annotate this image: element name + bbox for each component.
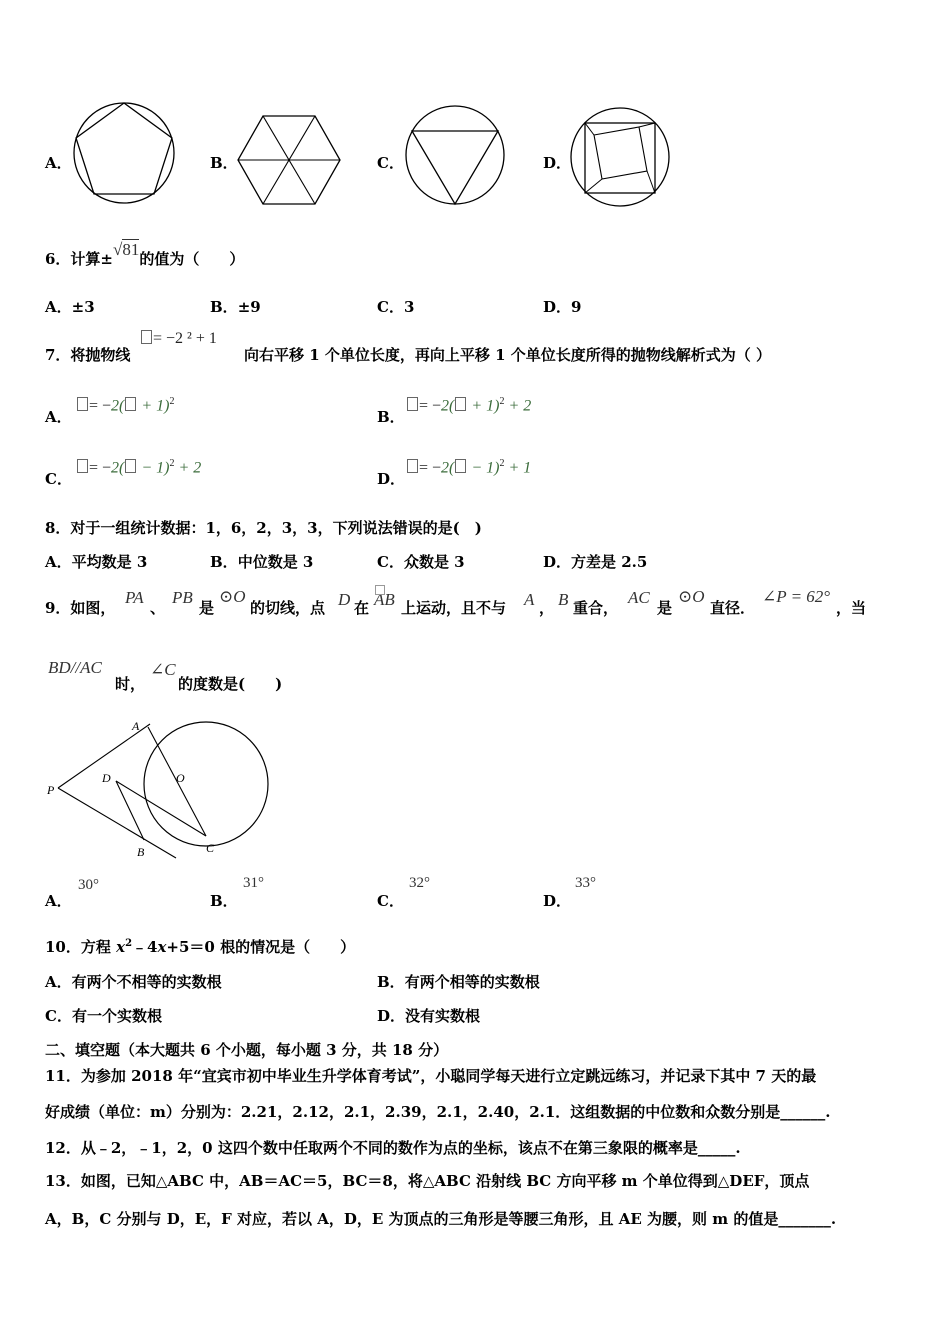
q9-comma: ， bbox=[539, 599, 555, 617]
section-2-title: 二、填空题（本大题共 6 个小题，每小题 3 分，共 18 分） bbox=[45, 1041, 449, 1059]
question-8: 8．对于一组统计数据：1，6，2，3，3，下列说法错误的是( ) bbox=[45, 519, 482, 537]
q7a-body: 2( bbox=[111, 397, 125, 415]
q7c-lhs: = − bbox=[89, 459, 112, 477]
q10-option-d-letter: D． bbox=[377, 1007, 406, 1025]
q10-prefix: 10．方程 bbox=[45, 938, 117, 956]
q9-bd-parallel-ac: BD//AC bbox=[48, 658, 102, 677]
q10-option-c-text: 有一个实数根 bbox=[71, 1007, 162, 1025]
q9-angle-c: ∠C bbox=[150, 660, 176, 679]
q9-fig-label-c: C bbox=[206, 841, 215, 855]
q6-option-a bbox=[45, 296, 95, 317]
q7b-lhs: = − bbox=[419, 397, 442, 415]
q7-option-c-letter: C． bbox=[45, 470, 72, 488]
q5-option-a-letter: A． bbox=[45, 154, 72, 172]
q7-option-b-formula bbox=[406, 396, 531, 415]
q9-point-b: B bbox=[558, 590, 569, 609]
q9-when2: 时， bbox=[115, 675, 146, 693]
q7b-body: 2( bbox=[441, 397, 455, 415]
q6-option-b bbox=[210, 296, 261, 317]
q10-x2: x bbox=[157, 938, 167, 956]
q7b-x-glyph bbox=[455, 397, 466, 411]
q7a-y-glyph bbox=[77, 397, 88, 411]
q10-exponent: 2 bbox=[125, 938, 133, 949]
q7-option-d-formula bbox=[406, 458, 531, 477]
q10-option-b bbox=[377, 971, 540, 992]
q7a-x-glyph bbox=[125, 397, 136, 411]
q7d-mid: − 1) bbox=[467, 459, 500, 477]
question-13-line2: A，B，C 分别与 D，E，F 对应，若以 A，D，E 为顶点的三角形是等腰三角形，且 AE 为腰，则 m 的值是_______. bbox=[45, 1210, 837, 1228]
q7c-x-glyph bbox=[125, 459, 136, 473]
q7c-exponent: 2 bbox=[169, 458, 175, 469]
q9-circle-o2: ⊙O bbox=[678, 587, 705, 606]
q7-given-formula bbox=[140, 330, 217, 348]
q9-option-d-letter: D． bbox=[543, 892, 572, 910]
q9-pa: PA bbox=[125, 588, 144, 607]
q9-pb: PB bbox=[172, 588, 193, 607]
q8-option-d-letter: D． bbox=[543, 553, 572, 571]
q8-option-c-letter: C． bbox=[377, 553, 404, 571]
q6-suffix: 的值为（ ） bbox=[139, 250, 245, 268]
question-13-line1: 13．如图，已知△ABC 中，AB＝AC＝5，BC＝8，将△ABC 沿射线 BC 方向平移 m 个单位得到△DEF，顶点 bbox=[45, 1172, 810, 1190]
q7-given-text: = −2 ² + 1 bbox=[153, 330, 217, 347]
q10-option-c bbox=[45, 1005, 162, 1026]
q7a-lhs: = − bbox=[89, 397, 112, 415]
q9-fig-label-d: D bbox=[102, 771, 111, 785]
q7-placeholder-glyph bbox=[141, 330, 152, 344]
q7a-exponent: 2 bbox=[169, 396, 175, 407]
q7-prefix: 7．将抛物线 bbox=[45, 346, 131, 364]
q9-fig-label-o: O bbox=[176, 771, 185, 785]
q7d-tail: + 1 bbox=[504, 459, 532, 477]
q5-figure-d-squares bbox=[569, 107, 671, 209]
q7a-mid: + 1) bbox=[137, 397, 170, 415]
q7c-y-glyph bbox=[77, 459, 88, 473]
q9-arc-ab bbox=[374, 590, 395, 610]
q7d-body: 2( bbox=[441, 459, 455, 477]
q10-option-d bbox=[377, 1005, 480, 1026]
q7c-body: 2( bbox=[111, 459, 125, 477]
q9-point-d: D bbox=[338, 590, 351, 609]
q10-option-a-letter: A． bbox=[45, 973, 72, 991]
q7-suffix: 向右平移 1 个单位长度，再向上平移 1 个单位长度所得的抛物线解析式为（ ） bbox=[244, 346, 771, 364]
q9-is: 是 bbox=[199, 599, 215, 617]
q6-option-a-letter: A． bbox=[45, 298, 72, 316]
question-11-line1: 11．为参加 2018 年“宜宾市初中毕业生升学体育考试”，小聪同学每天进行立定跳远练习，并记录下其中 7 天的最 bbox=[45, 1067, 817, 1085]
q8-option-b-letter: B． bbox=[210, 553, 238, 571]
q10-minus4: ﹣4 bbox=[132, 938, 158, 956]
q9-option-a-letter: A． bbox=[45, 892, 72, 910]
q10-option-c-letter: C． bbox=[45, 1007, 72, 1025]
question-12: 12．从﹣2，﹣1，2，0 这四个数中任取两个不同的数作为点的坐标，该点不在第三象限的概率是_____. bbox=[45, 1139, 741, 1157]
q9-circle-o: ⊙O bbox=[219, 587, 246, 606]
q5-option-b-letter: B． bbox=[210, 154, 238, 172]
q5-option-d-letter: D． bbox=[543, 154, 572, 172]
q9-fig-label-p: P bbox=[47, 783, 55, 797]
q7-option-a-formula bbox=[76, 396, 175, 415]
q9-arc-mark bbox=[375, 585, 385, 595]
q7-option-d-letter: D． bbox=[377, 470, 406, 488]
q9-fig-label-a: A bbox=[132, 719, 140, 733]
q6-sqrt bbox=[113, 240, 139, 259]
q6-option-d-text: 9 bbox=[571, 298, 582, 316]
q5-figure-c-triangle bbox=[404, 104, 506, 206]
q8-option-a bbox=[45, 551, 147, 572]
q8-option-b bbox=[210, 551, 313, 572]
q8-option-d bbox=[543, 551, 647, 572]
q7d-y-glyph bbox=[407, 459, 418, 473]
q9-fig-label-b: B bbox=[137, 845, 145, 859]
q6-option-c-letter: C． bbox=[377, 298, 404, 316]
q7-option-c-formula bbox=[76, 458, 201, 477]
q8-option-c-text: 众数是 3 bbox=[403, 553, 465, 571]
q9-when: ，当 bbox=[836, 599, 867, 617]
q6-option-b-text: ±9 bbox=[237, 298, 261, 316]
q10-option-d-text: 没有实数根 bbox=[405, 1007, 481, 1025]
q7c-tail: + 2 bbox=[174, 459, 202, 477]
q9-arc-ab-text: AB bbox=[374, 590, 395, 609]
q9-in: 在 bbox=[354, 599, 370, 617]
q9-degree-is: 的度数是( ) bbox=[178, 675, 283, 693]
q9-option-d-value: 33° bbox=[575, 875, 596, 891]
q9-option-b-value: 31° bbox=[243, 875, 264, 891]
q9-option-a-value: 30° bbox=[78, 877, 99, 893]
q7-option-a-letter: A． bbox=[45, 408, 72, 426]
question-7 bbox=[45, 344, 130, 365]
q9-angle-p: ∠P = 62° bbox=[762, 587, 831, 606]
q8-option-b-text: 中位数是 3 bbox=[237, 553, 314, 571]
q10-suffix: +5＝0 根的情况是（ ） bbox=[166, 938, 356, 956]
q8-option-a-text: 平均数是 3 bbox=[71, 553, 148, 571]
q6-option-a-text: ±3 bbox=[71, 298, 95, 316]
q7d-x-glyph bbox=[455, 459, 466, 473]
question-11-line2: 好成绩（单位：m）分别为：2.21，2.12，2.1，2.39，2.1，2.40，2.1．这组数据的中位数和众数分别是______. bbox=[45, 1103, 831, 1121]
q10-option-b-letter: B． bbox=[377, 973, 405, 991]
q10-option-a-text: 有两个不相等的实数根 bbox=[71, 973, 222, 991]
q9-coincide: 重合， bbox=[573, 599, 619, 617]
q5-figure-b-hexagon bbox=[236, 114, 342, 206]
q9-option-c-value: 32° bbox=[409, 875, 430, 891]
q9-ac: AC bbox=[628, 588, 650, 607]
q6-radicand: 81 bbox=[122, 240, 140, 259]
q6-option-c bbox=[377, 296, 414, 317]
q9-is2: 是 bbox=[657, 599, 673, 617]
q7c-mid: − 1) bbox=[137, 459, 170, 477]
q7b-tail: + 2 bbox=[504, 397, 532, 415]
q7d-lhs: = − bbox=[419, 459, 442, 477]
q9-diameter: 直径． bbox=[710, 599, 756, 617]
q9-moving-text: 上运动，且不与 bbox=[401, 599, 507, 617]
q9-geometry-figure bbox=[44, 716, 244, 864]
q9-option-b-letter: B． bbox=[210, 892, 238, 910]
q8-option-c bbox=[377, 551, 465, 572]
q7d-exponent: 2 bbox=[499, 458, 505, 469]
q7b-exponent: 2 bbox=[499, 396, 505, 407]
q9-point-a: A bbox=[524, 590, 535, 609]
q7-option-b-letter: B． bbox=[377, 408, 405, 426]
q9-sep: 、 bbox=[150, 599, 166, 617]
q6-option-b-letter: B． bbox=[210, 298, 238, 316]
q8-option-d-text: 方差是 2.5 bbox=[571, 553, 648, 571]
q6-option-c-text: 3 bbox=[403, 298, 415, 316]
q5-figure-a-pentagon bbox=[72, 99, 178, 205]
q7b-y-glyph bbox=[407, 397, 418, 411]
q10-x: x bbox=[116, 938, 126, 956]
q9-tangent-text: 的切线，点 bbox=[250, 599, 326, 617]
q5-option-c-letter: C． bbox=[377, 154, 404, 172]
q9-option-c-letter: C． bbox=[377, 892, 404, 910]
q9-line1-a: 9．如图， bbox=[45, 599, 116, 617]
q6-prefix: 6．计算± bbox=[45, 250, 114, 268]
q8-option-a-letter: A． bbox=[45, 553, 72, 571]
q6-option-d bbox=[543, 296, 581, 317]
question-6 bbox=[45, 240, 245, 269]
q10-option-a bbox=[45, 971, 222, 992]
question-10 bbox=[45, 936, 355, 957]
q10-option-b-text: 有两个相等的实数根 bbox=[404, 973, 540, 991]
q7b-mid: + 1) bbox=[467, 397, 500, 415]
q6-option-d-letter: D． bbox=[543, 298, 572, 316]
q6-sqrt-sign: √ bbox=[113, 240, 123, 259]
